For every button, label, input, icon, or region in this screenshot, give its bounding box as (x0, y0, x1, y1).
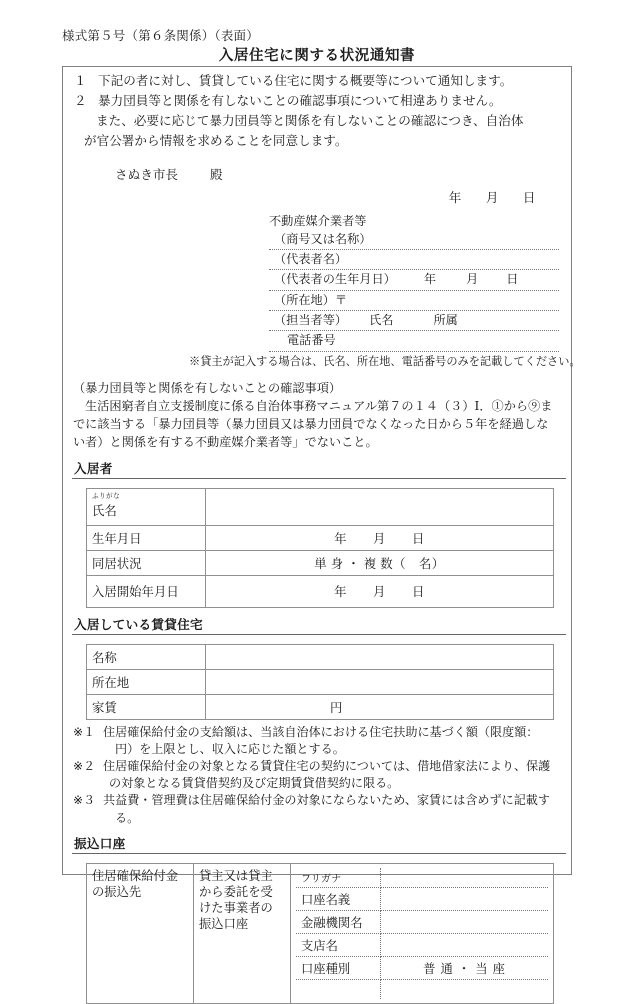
addressee-name: さぬき市長 (115, 167, 178, 182)
housing-address-value[interactable] (206, 669, 554, 694)
bank-fields-cell (291, 863, 554, 1003)
list-item (296, 887, 548, 910)
bank-transfer-destination-label: 住居確保給付金の振込先 (87, 863, 194, 1003)
agent-representative-label: （代表者名） (274, 251, 348, 266)
addressee-line (72, 164, 566, 183)
list-item (296, 868, 548, 888)
intro-item-1 (72, 72, 566, 92)
agent-information-block (189, 212, 581, 369)
bank-account-name-value[interactable] (381, 887, 549, 910)
resident-table (86, 488, 554, 608)
intro-list (72, 72, 566, 152)
date-day-label: 日 (522, 190, 536, 205)
bank-account-name-label: 口座名義 (296, 887, 381, 910)
document-frame (62, 66, 581, 976)
footnote-2-line-2: の対象となる賃貸借契約及び定期賃貸借契約に限る。 (109, 776, 400, 791)
intro-item-2 (72, 92, 566, 112)
footnote-list (72, 724, 566, 827)
table-row (87, 525, 554, 550)
agent-contact-name-label: 氏名 (369, 312, 394, 327)
footnote-2-mark: ※２ (73, 759, 96, 774)
bank-account-type-label: 口座種別 (296, 956, 381, 979)
footnote-2-line-1: 住居確保給付金の対象となる賃貸住宅の契約については、借地借家法により、保護 (103, 759, 551, 774)
resident-birthdate-value[interactable] (206, 525, 554, 550)
bank-kana-label: フリガナ (296, 868, 381, 888)
resident-name-label: 氏名 (92, 504, 117, 519)
housing-rent-value[interactable] (206, 694, 554, 719)
agent-birth-year-label: 年 (423, 272, 437, 287)
move-in-date-label: 入居開始年月日 (87, 575, 206, 607)
confirmation-heading: （暴力団員等と関係を有しないことの確認事項） (73, 380, 342, 395)
intro-item-2-continuation-2: が官公署から情報を求めることを同意します。 (84, 133, 348, 148)
agent-address-label: （所在地）〒 (274, 292, 348, 307)
section-header-bank: 振込口座 (72, 833, 566, 854)
list-item (296, 979, 548, 999)
table-row (87, 669, 554, 694)
bank-institution-label: 金融機関名 (296, 910, 381, 933)
bank-institution-value[interactable] (381, 910, 549, 933)
housing-table (86, 644, 554, 720)
agent-contact-dept-label: 所属 (433, 312, 458, 327)
bank-branch-value[interactable] (381, 933, 549, 956)
agent-phone-label: 電話番号 (287, 333, 336, 348)
bank-landlord-account-label: 貸主又は貸主から委託を受けた事業者の振込口座 (194, 863, 291, 1003)
agent-address-field[interactable] (269, 291, 559, 311)
table-row (87, 694, 554, 719)
bank-kana-value[interactable] (381, 868, 549, 888)
bank-branch-label: 支店名 (296, 933, 381, 956)
housing-name-value[interactable] (206, 644, 554, 669)
intro-item-1-number: １ (74, 74, 87, 88)
footnote-1-line-1: 住居確保給付金の支給額は、当該自治体における住宅扶助に基づく額（限度額： (103, 724, 539, 739)
agent-birthdate-field[interactable] (269, 270, 559, 290)
footnote-3-line-1: 共益費・管理費は住居確保給付金の対象にならないため、家賃には含めずに記載す (103, 793, 550, 808)
yen-unit-label: 円 (330, 700, 343, 715)
date-line (72, 187, 566, 206)
confirmation-line-3: い者）と関係を有する不動産媒介業者等」でないこと。 (73, 435, 378, 450)
confirmation-line-1 (72, 397, 566, 415)
resident-name-value[interactable] (206, 488, 554, 525)
footnote-3-line-2: る。 (115, 810, 140, 825)
intro-item-2-text: 暴力団員等と関係を有しないことの確認事項について相違ありません。 (98, 93, 502, 108)
table-row (87, 575, 554, 607)
page-title: 入居住宅に関する状況通知書 (218, 48, 416, 64)
form-number: 様式第５号（第６条関係）（表面） (62, 29, 259, 43)
agent-company-field[interactable] (269, 230, 559, 250)
resident-birth-day-label: 日 (411, 531, 425, 546)
move-in-day-label: 日 (411, 585, 425, 600)
agent-contact-label: （担当者等） (274, 312, 348, 327)
agent-birth-month-label: 月 (466, 272, 479, 287)
agent-representative-field[interactable] (269, 250, 559, 270)
footnote-3-mark: ※３ (73, 793, 96, 808)
resident-birth-year-label: 年 (334, 531, 348, 546)
intro-item-2-number: ２ (74, 93, 87, 108)
table-row (87, 488, 554, 525)
bank-account-type-value[interactable]: 普 通 ・ 当 座 (381, 956, 549, 979)
agent-heading: 不動産媒介業者等 (269, 213, 367, 228)
footnote-1-line-2: 円）を上限とし、収入に応じた額とする。 (115, 741, 345, 756)
housing-rent-label: 家賃 (87, 694, 206, 719)
bank-blank-value[interactable] (381, 979, 549, 999)
section-header-resident: 入居者 (72, 458, 566, 479)
agent-company-label: （商号又は名称） (274, 231, 372, 246)
resident-birthdate-label: 生年月日 (87, 525, 206, 550)
footnote-1 (73, 724, 566, 741)
housing-name-label: 名称 (87, 644, 206, 669)
agent-birth-day-label: 日 (506, 272, 519, 287)
addressee-honorific: 殿 (209, 167, 223, 182)
list-item (296, 956, 548, 979)
date-year-label: 年 (448, 190, 462, 205)
footnote-3 (73, 792, 566, 809)
agent-birthdate-label: （代表者の生年月日） (274, 272, 396, 287)
intro-item-1-text: 下記の者に対し、賃貸している住宅に関する概要等について通知します。 (98, 74, 513, 88)
agent-phone-field[interactable] (269, 331, 559, 351)
resident-birth-month-label: 月 (373, 531, 386, 546)
cohabitation-label: 同居状況 (87, 550, 206, 575)
table-row (87, 863, 554, 1003)
move-in-month-label: 月 (373, 585, 386, 600)
bank-blank-label (296, 979, 381, 999)
date-month-label: 月 (485, 190, 499, 205)
move-in-date-value[interactable] (206, 575, 554, 607)
document-body (63, 67, 581, 1004)
confirmation-line-2: でに該当する「暴力団員等（暴力団員又は暴力団員でなくなった日から５年を経過しな (73, 417, 549, 432)
table-row (87, 644, 554, 669)
list-item (296, 910, 548, 933)
move-in-year-label: 年 (334, 585, 348, 600)
agent-note: ※貸主が記入する場合は、氏名、所在地、電話番号のみを記載してください。 (189, 355, 581, 368)
list-item (296, 933, 548, 956)
cohabitation-value[interactable]: 単 身 ・ 複 数（ 名） (206, 550, 554, 575)
footnote-1-mark: ※１ (73, 724, 96, 739)
bank-account-table (86, 863, 554, 1004)
confirmation-line-1-text: 生活困窮者自立支援制度に係る自治体事務マニュアル第７の１４（３）Ⅰ．①から⑨ま (85, 398, 553, 413)
furigana-ruby: ふりがな (92, 493, 120, 501)
footnote-2 (73, 758, 566, 775)
housing-address-label: 所在地 (87, 669, 206, 694)
table-row (87, 550, 554, 575)
resident-name-label-cell (87, 488, 206, 525)
confirmation-paragraph (72, 379, 566, 452)
section-header-housing: 入居している賃貸住宅 (72, 614, 566, 635)
bank-fields-table (296, 868, 548, 999)
agent-contact-field[interactable] (269, 311, 559, 331)
intro-item-2-continuation-1: また、必要に応じて暴力団員等と関係を有しないことの確認につき、自治体 (96, 113, 524, 128)
